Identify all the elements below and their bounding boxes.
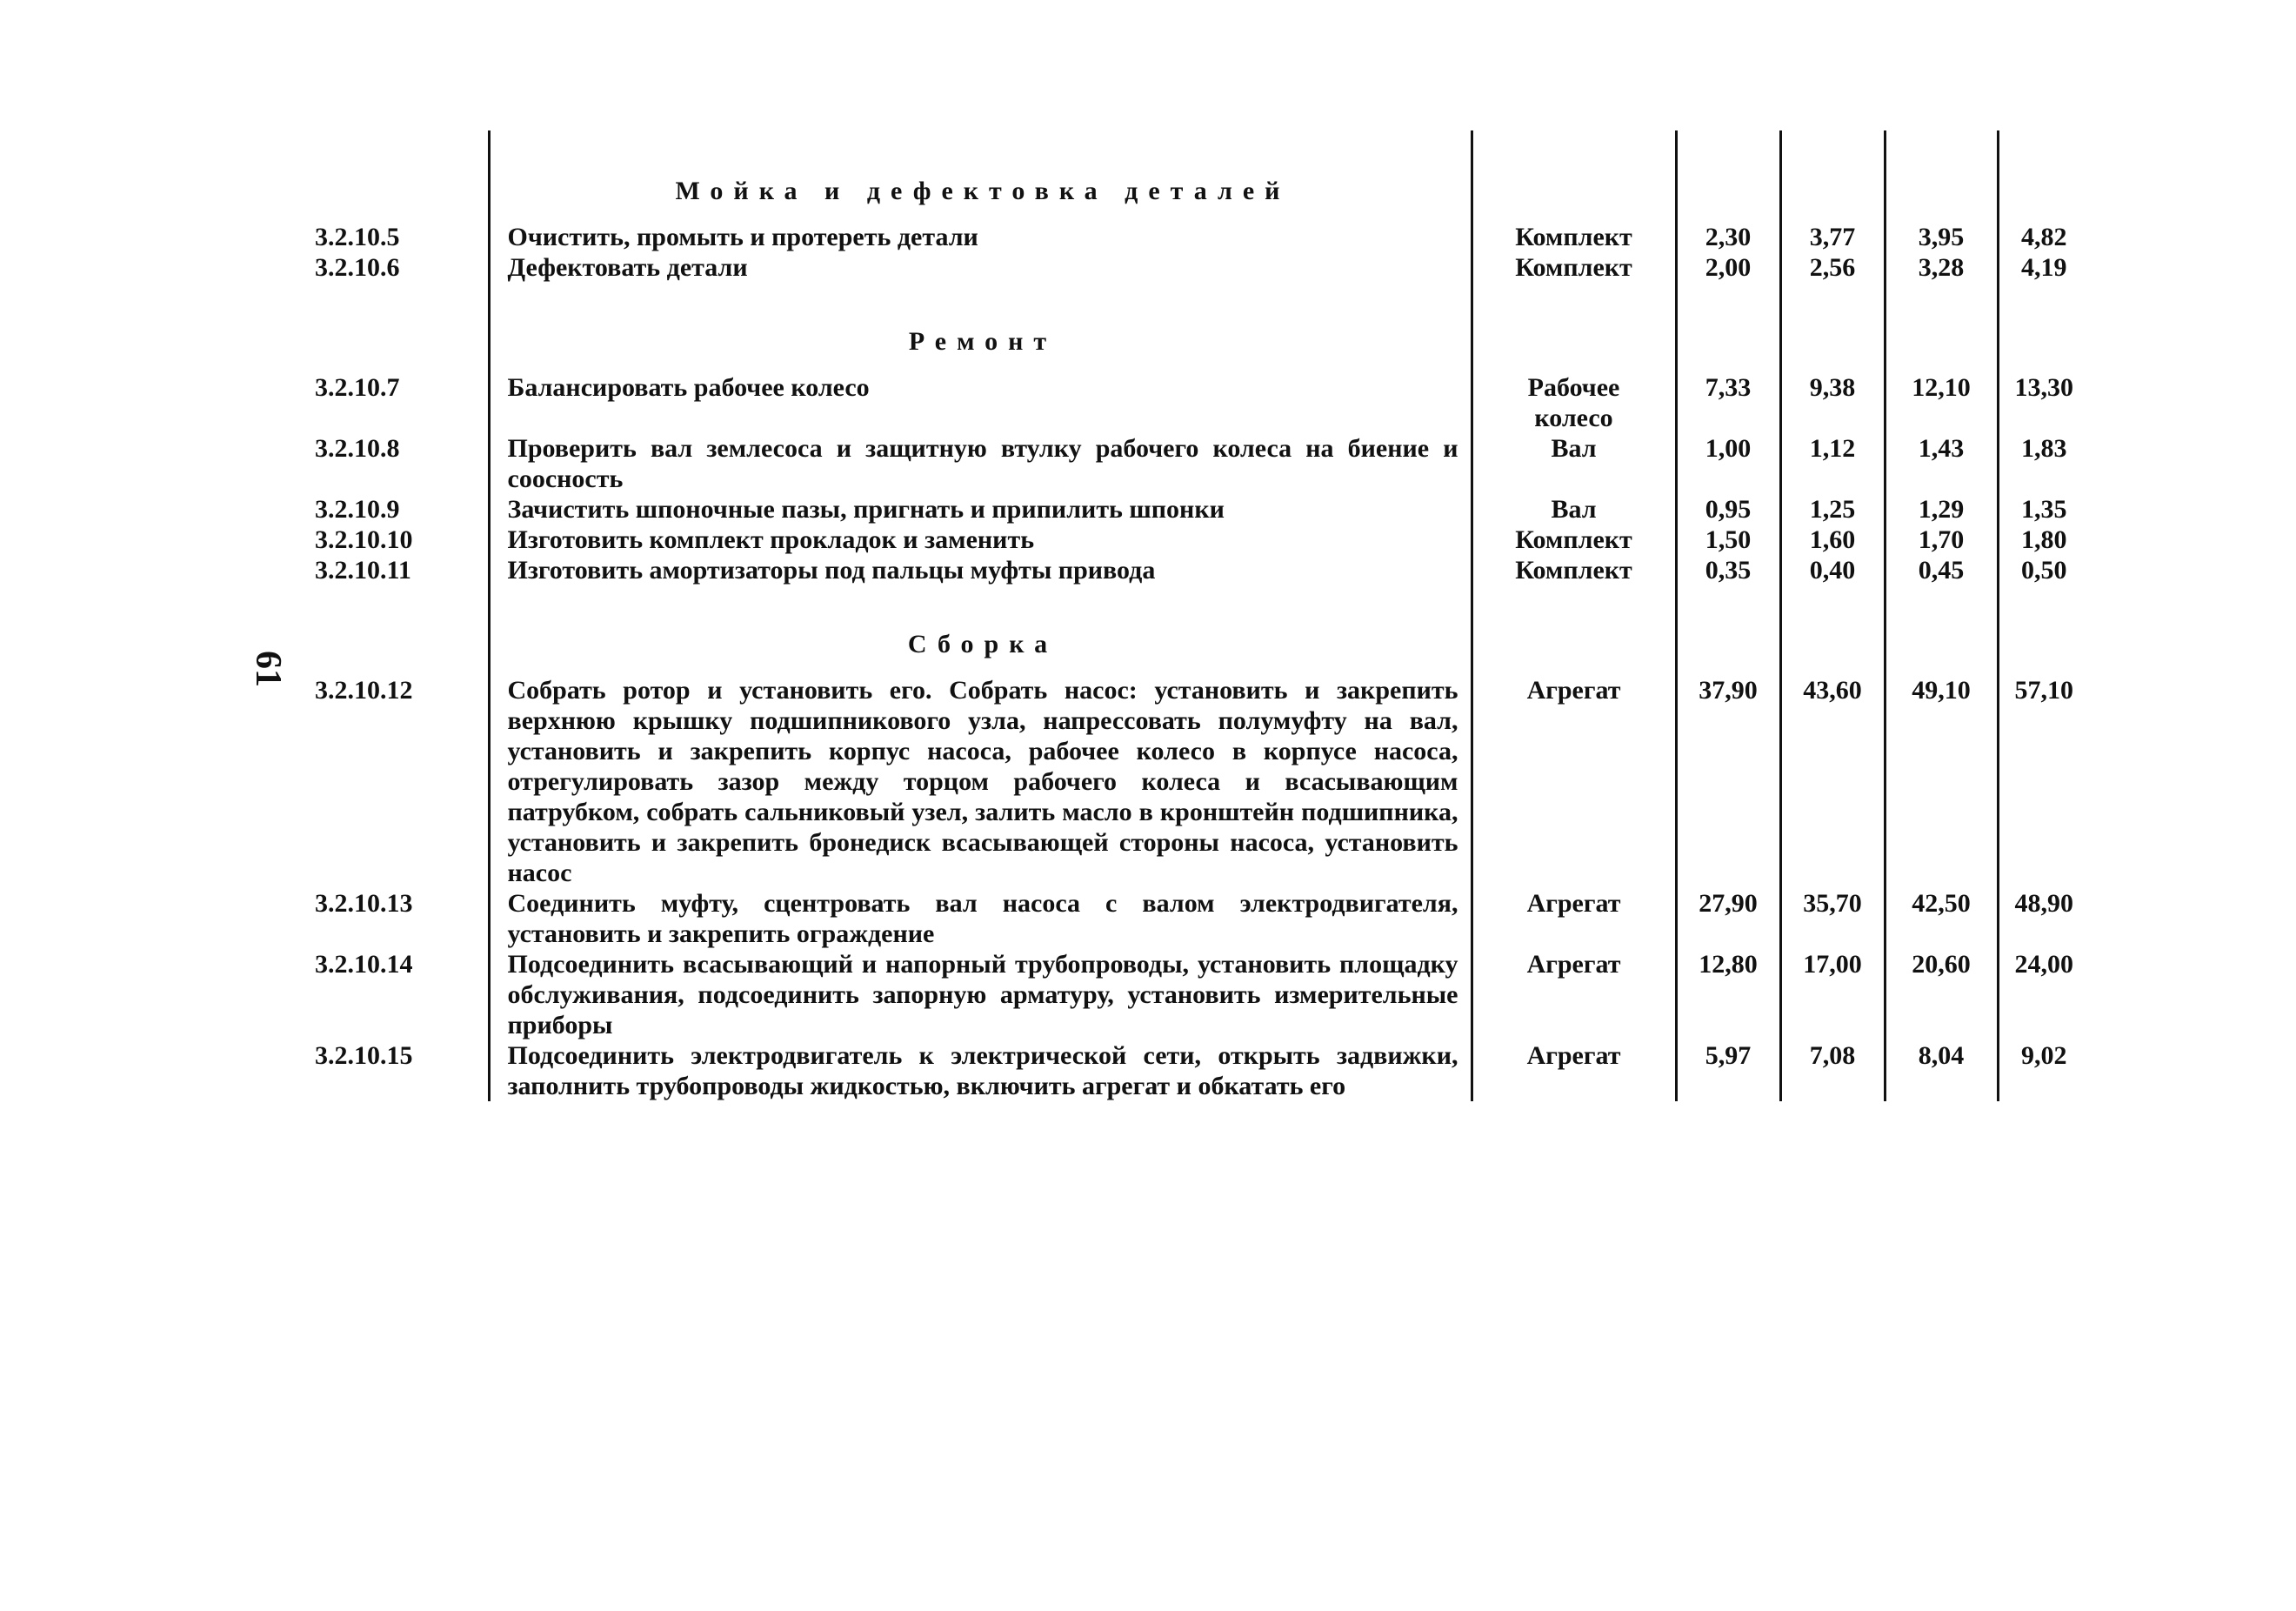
table-body: [315, 130, 2089, 1101]
operation-description: Изготовить комплект прокладок и заменить: [489, 525, 1472, 555]
norm-value-2: 3,77: [1780, 222, 1885, 252]
norm-value-3: 1,43: [1885, 433, 1998, 494]
table-row: [315, 888, 2089, 949]
operation-description: Подсоединить электродвигатель к электрической сети, открыть задвижки, заполнить трубопроводы жидкостью, включить агрегат и обкатать его: [489, 1040, 1472, 1101]
norm-value-1: 27,90: [1676, 888, 1780, 949]
operation-code: 3.2.10.9: [315, 495, 400, 524]
norm-value-3: 8,04: [1885, 1040, 1998, 1101]
unit-line: Рабочее: [1527, 373, 1620, 402]
norm-value-4: 48,90: [1998, 888, 2089, 949]
unit-line: Комплект: [1515, 253, 1632, 282]
section-empty-cell: [1780, 130, 1885, 222]
section-header-row: [315, 585, 2089, 675]
norm-value-3: 12,10: [1885, 372, 1998, 433]
section-empty-cell: [1998, 130, 2089, 222]
norm-value-1: 1,50: [1676, 525, 1780, 555]
norm-value-4: 24,00: [1998, 949, 2089, 1040]
norm-value-4: 57,10: [1998, 675, 2089, 888]
table-row: [315, 252, 2089, 283]
unit-of-measure: [1472, 888, 1676, 949]
section-empty-cell: [1780, 283, 1885, 372]
section-empty-cell: [1998, 283, 2089, 372]
table-row: [315, 494, 2089, 525]
unit-line: Комплект: [1515, 223, 1632, 251]
norm-value-1: 7,33: [1676, 372, 1780, 433]
norm-value-2: 1,12: [1780, 433, 1885, 494]
section-header-row: [315, 130, 2089, 222]
norm-value-3: 1,29: [1885, 494, 1998, 525]
norm-value-3: 3,28: [1885, 252, 1998, 283]
norm-value-4: 13,30: [1998, 372, 2089, 433]
section-empty-cell: [1676, 585, 1780, 675]
unit-line: Агрегат: [1526, 889, 1621, 918]
section-empty-cell: [1780, 585, 1885, 675]
norm-value-3: 49,10: [1885, 675, 1998, 888]
norm-value-1: 1,00: [1676, 433, 1780, 494]
unit-line: Комплект: [1515, 525, 1632, 554]
unit-of-measure: [1472, 1040, 1676, 1101]
table-row: [315, 675, 2089, 888]
operation-code: 3.2.10.8: [315, 434, 400, 463]
section-empty-cell: [1998, 585, 2089, 675]
norm-value-2: 7,08: [1780, 1040, 1885, 1101]
norm-value-4: 9,02: [1998, 1040, 2089, 1101]
page-number: 61: [248, 651, 288, 687]
norm-value-3: 1,70: [1885, 525, 1998, 555]
norm-value-2: 1,60: [1780, 525, 1885, 555]
unit-line: Агрегат: [1526, 950, 1621, 979]
unit-of-measure: [1472, 252, 1676, 283]
section-code-cell: [315, 283, 489, 372]
unit-line: Комплект: [1515, 556, 1632, 585]
norm-value-1: 2,00: [1676, 252, 1780, 283]
norm-value-4: 1,80: [1998, 525, 2089, 555]
operation-code: 3.2.10.13: [315, 889, 413, 918]
table-row: [315, 222, 2089, 252]
norm-value-1: 0,35: [1676, 555, 1780, 585]
norm-value-1: 2,30: [1676, 222, 1780, 252]
operation-description: Очистить, промыть и протереть детали: [489, 222, 1472, 252]
unit-of-measure: [1472, 494, 1676, 525]
unit-of-measure: [1472, 433, 1676, 494]
norm-value-4: 0,50: [1998, 555, 2089, 585]
norm-value-2: 0,40: [1780, 555, 1885, 585]
section-empty-cell: [1885, 283, 1998, 372]
section-header-row: [315, 283, 2089, 372]
norms-table: [315, 130, 2089, 1101]
norm-value-2: 35,70: [1780, 888, 1885, 949]
operation-description: Подсоединить всасывающий и напорный трубопроводы, установить площадку обслуживания, подсоединить запорную арматуру, установить измерительные приборы: [489, 949, 1472, 1040]
norm-value-4: 1,35: [1998, 494, 2089, 525]
table-row: [315, 525, 2089, 555]
operation-code: 3.2.10.15: [315, 1041, 413, 1070]
operation-description: Собрать ротор и установить его. Собрать насос: установить и закрепить верхнюю крышку подшипникового узла, напрессовать полумуфту на вал, установить и закрепить корпус насоса, рабочее колесо в корпусе насоса, отрегулировать зазор между торцом рабочего колеса и всасывающим патрубком, собрать сальниковый узел, залить масло в кронштейн подшипника, установить и закрепить бронедиск всасывающей стороны насоса, установить насос: [489, 675, 1472, 888]
operation-code: 3.2.10.12: [315, 676, 413, 705]
norm-value-3: 42,50: [1885, 888, 1998, 949]
norm-value-3: 0,45: [1885, 555, 1998, 585]
operation-code: 3.2.10.14: [315, 950, 413, 979]
norm-value-2: 17,00: [1780, 949, 1885, 1040]
unit-of-measure: [1472, 525, 1676, 555]
operation-description: Соединить муфту, сцентровать вал насоса с валом электродвигателя, установить и закрепить ограждение: [489, 888, 1472, 949]
norm-value-1: 5,97: [1676, 1040, 1780, 1101]
section-empty-cell: [1885, 130, 1998, 222]
norm-value-4: 4,19: [1998, 252, 2089, 283]
operation-description: Проверить вал землесоса и защитную втулку рабочего колеса на биение и соосность: [489, 433, 1472, 494]
section-title: Мойка и дефектовка деталей: [489, 130, 1472, 222]
operation-code: 3.2.10.10: [315, 525, 413, 554]
table-row: [315, 372, 2089, 433]
unit-of-measure: [1472, 222, 1676, 252]
operation-description: Изготовить амортизаторы под пальцы муфты привода: [489, 555, 1472, 585]
unit-line: Агрегат: [1526, 1041, 1621, 1070]
operation-code: 3.2.10.11: [315, 556, 411, 585]
table-row: [315, 555, 2089, 585]
section-empty-cell: [1676, 283, 1780, 372]
section-title: Сборка: [489, 585, 1472, 675]
unit-of-measure: [1472, 372, 1676, 433]
table-row: [315, 1040, 2089, 1101]
section-empty-cell: [1472, 585, 1676, 675]
norm-value-2: 1,25: [1780, 494, 1885, 525]
unit-line: Вал: [1551, 434, 1597, 463]
unit-of-measure: [1472, 949, 1676, 1040]
operation-code: 3.2.10.6: [315, 253, 400, 282]
operation-description: Балансировать рабочее колесо: [489, 372, 1472, 433]
norm-value-1: 37,90: [1676, 675, 1780, 888]
norm-value-3: 20,60: [1885, 949, 1998, 1040]
norm-value-2: 2,56: [1780, 252, 1885, 283]
section-empty-cell: [1885, 585, 1998, 675]
section-code-cell: [315, 585, 489, 675]
unit-of-measure: [1472, 555, 1676, 585]
norm-value-3: 3,95: [1885, 222, 1998, 252]
section-empty-cell: [1676, 130, 1780, 222]
norm-value-4: 1,83: [1998, 433, 2089, 494]
unit-of-measure: [1472, 675, 1676, 888]
table-row: [315, 433, 2089, 494]
operation-description: Зачистить шпоночные пазы, пригнать и припилить шпонки: [489, 494, 1472, 525]
unit-line: Вал: [1551, 495, 1597, 524]
operation-code: 3.2.10.7: [315, 373, 400, 402]
unit-line: колесо: [1534, 404, 1613, 432]
operation-code: 3.2.10.5: [315, 223, 400, 251]
norm-value-1: 0,95: [1676, 494, 1780, 525]
norm-value-2: 9,38: [1780, 372, 1885, 433]
table-row: [315, 949, 2089, 1040]
norm-value-1: 12,80: [1676, 949, 1780, 1040]
section-title: Ремонт: [489, 283, 1472, 372]
section-code-cell: [315, 130, 489, 222]
section-empty-cell: [1472, 283, 1676, 372]
norm-value-4: 4,82: [1998, 222, 2089, 252]
section-empty-cell: [1472, 130, 1676, 222]
norm-value-2: 43,60: [1780, 675, 1885, 888]
operation-description: Дефектовать детали: [489, 252, 1472, 283]
unit-line: Агрегат: [1526, 676, 1621, 705]
